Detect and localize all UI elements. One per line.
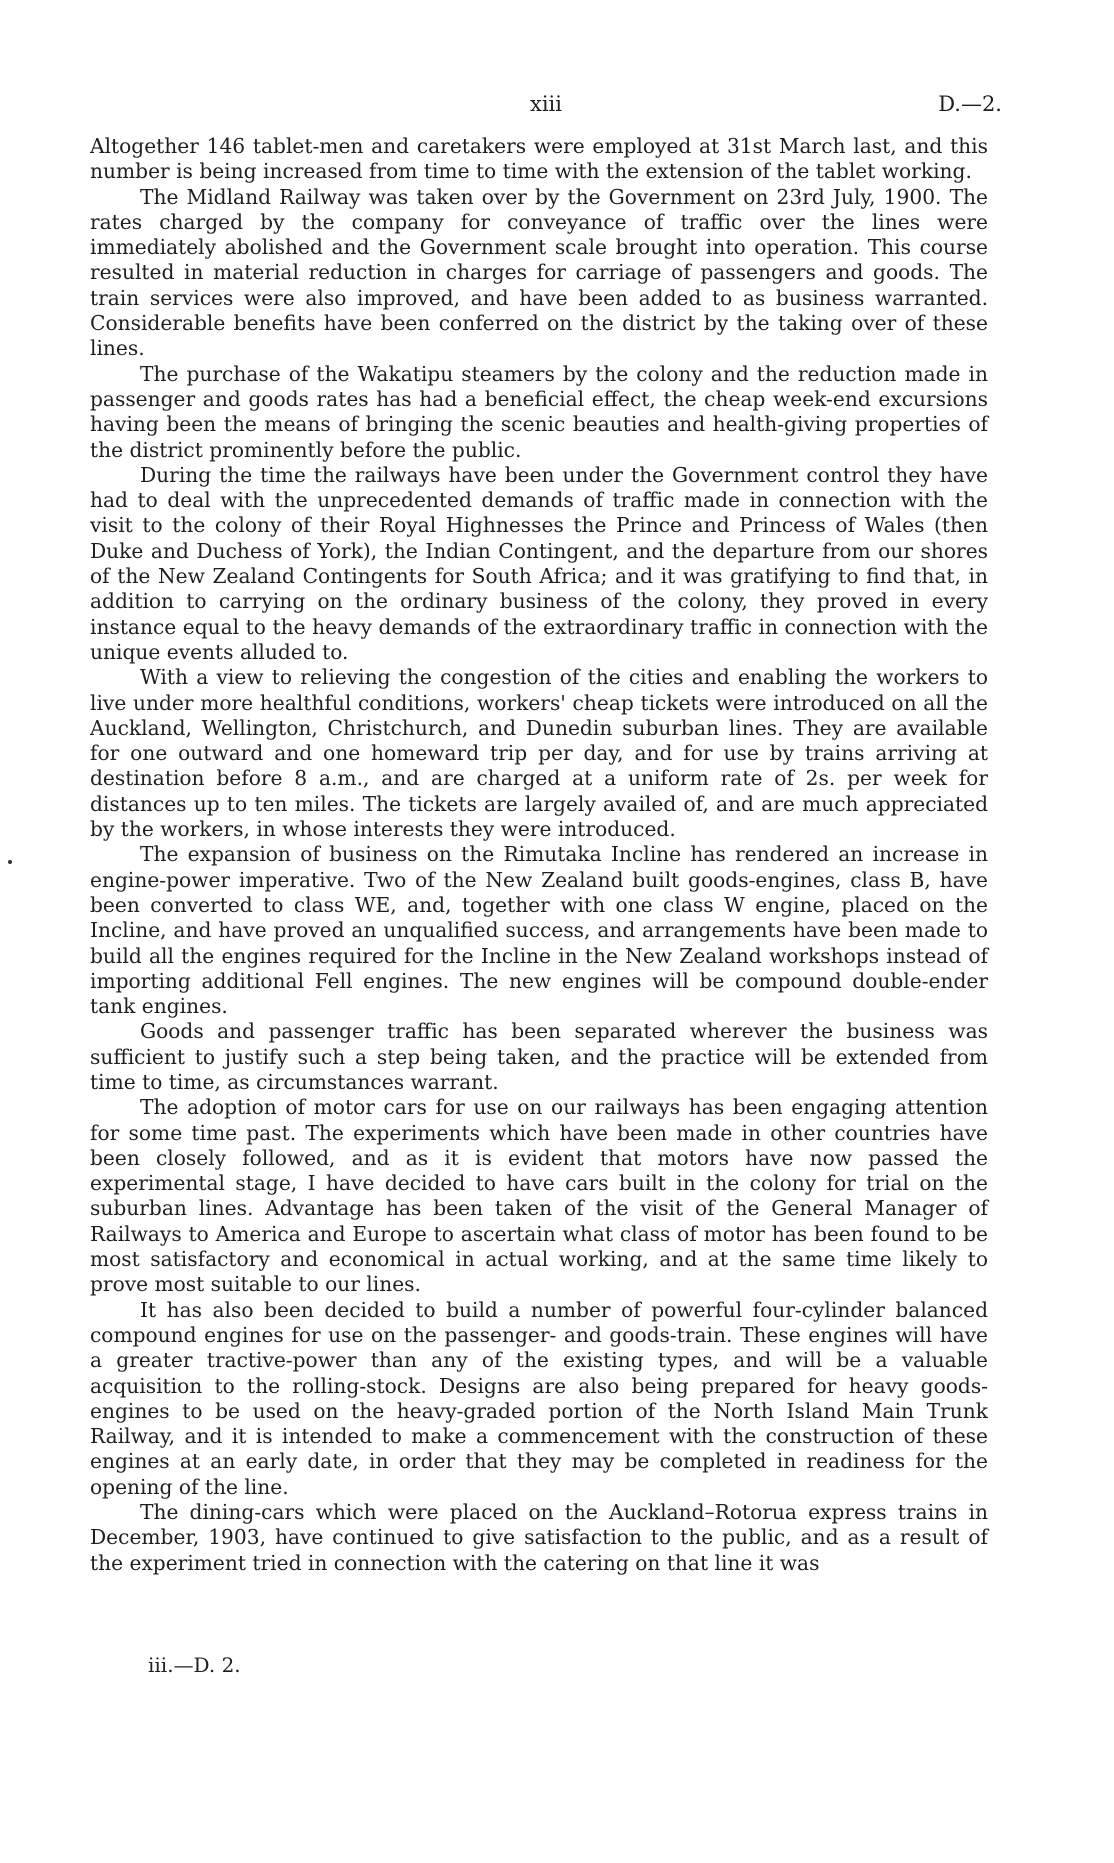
page-number: xiii: [530, 92, 562, 116]
paragraph-dining-cars: The dining-cars which were placed on the Auckland–Rotorua express trains in December, 1903, have continued to give satisfaction to the public, and as a result of the experiment tried in connection with the catering on that line it was: [90, 1500, 988, 1575]
page-header: [90, 92, 1002, 122]
paragraph-workers-tickets: With a view to relieving the congestion of the cities and enabling the workers to live under more healthful conditions, workers' cheap tickets were introduced on all the Auckland, Wellington, Christchurch, and Dunedin suburban lines. They are available for one outward and one homeward trip per day, and for use by trains arriving at destination before 8 a.m., and are charged at a uniform rate of 2s. per week for distances up to ten miles. The tickets are largely availed of, and are much appreciated by the workers, in whose interests they were introduced.: [90, 665, 988, 842]
body-text: [90, 134, 988, 1576]
paragraph-wakatipu-steamers: The purchase of the Wakatipu steamers by the colony and the reduction made in passenger and goods rates has had a beneficial effect, the cheap week-end excursions having been the means of bringing the scenic beauties and health-giving properties of the district prominently before the public.: [90, 361, 988, 462]
signature-mark: iii.—D. 2.: [148, 1653, 241, 1677]
paragraph-rimutaka-incline: The expansion of business on the Rimutaka Incline has rendered an increase in engine-power imperative. Two of the New Zealand built goods-engines, class B, have been converted to class WE, and, together with one class W engine, placed on the Incline, and have proved an unqualified success, and arrangements have been made to build all the engines required for the Incline in the New Zealand workshops instead of importing additional Fell engines. The new engines will be compound double-ender tank engines.: [90, 842, 988, 1019]
margin-dot: [8, 860, 12, 864]
paragraph-compound-engines: It has also been decided to build a number of powerful four-cylinder balanced compound engines for use on the passenger- and goods-train. These engines will have a greater tractive-power than any of the existing types, and will be a valuable acquisition to the rolling-stock. Designs are also being prepared for heavy goods-engines to be used on the heavy-graded portion of the North Island Main Trunk Railway, and it is intended to make a commencement with the construction of these engines at an early date, in order that they may be completed in readiness for the opening of the line.: [90, 1297, 988, 1499]
paragraph-midland-railway: The Midland Railway was taken over by the Government on 23rd July, 1900. The rates charged by the company for conveyance of traffic over the lines were immediately abolished and the Government scale brought into operation. This course resulted in material reduction in charges for carriage of passengers and goods. The train services were also improved, and have been added to as business warranted. Considerable benefits have been conferred on the district by the taking over of these lines.: [90, 184, 988, 361]
paragraph-government-control: During the time the railways have been under the Government control they have had to deal with the unprecedented demands of traffic made in connection with the visit to the colony of their Royal Highnesses the Prince and Princess of Wales (then Duke and Duchess of York), the Indian Contingent, and the departure from our shores of the New Zealand Contingents for South Africa; and it was gratifying to find that, in addition to carrying on the ordinary business of the colony, they proved in every instance equal to the heavy demands of the extraordinary traffic in connection with the unique events alluded to.: [90, 462, 988, 664]
document-reference: D.—2.: [938, 92, 1002, 116]
paragraph-motor-cars: The adoption of motor cars for use on our railways has been engaging attention for some time past. The experiments which have been made in other countries have been closely followed, and as it is evident that motors have now passed the experimental stage, I have decided to have cars built in the colony for trial on the suburban lines. Advantage has been taken of the visit of the General Manager of Railways to America and Europe to ascertain what class of motor has been found to be most satisfactory and economical in actual working, and at the same time likely to prove most suitable to our lines.: [90, 1095, 988, 1297]
paragraph-goods-passenger-traffic: Goods and passenger traffic has been separated wherever the business was sufficient to justify such a step being taken, and the practice will be extended from time to time, as circumstances warrant.: [90, 1019, 988, 1094]
paragraph-tablet-men: Altogether 146 tablet-men and caretakers were employed at 31st March last, and this number is being increased from time to time with the extension of the tablet working.: [90, 134, 988, 184]
